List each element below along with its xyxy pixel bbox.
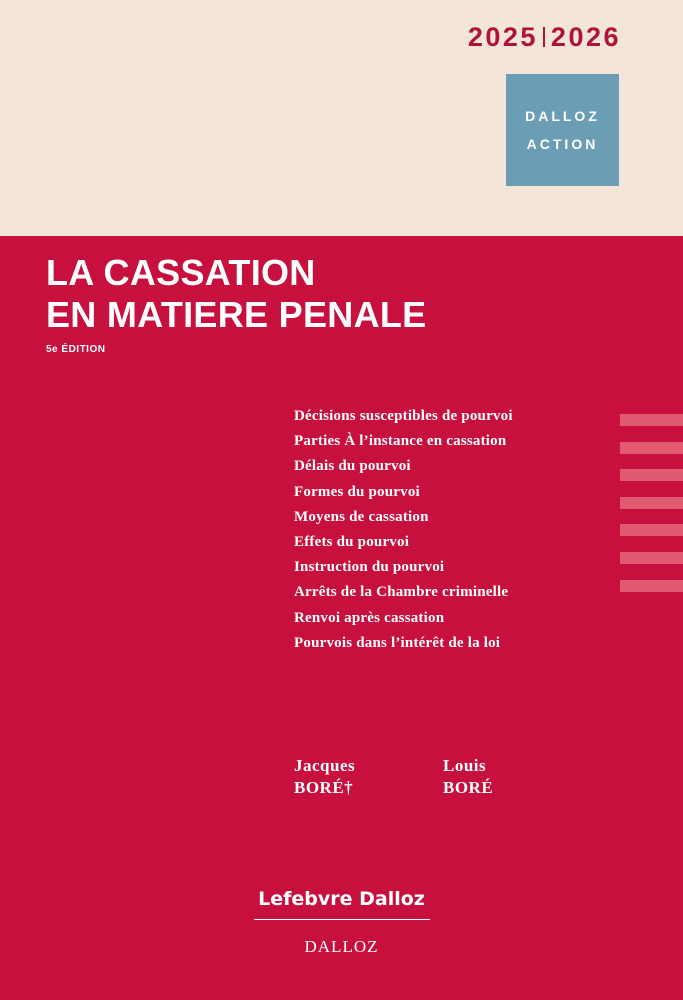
year-start: 2025 — [467, 22, 538, 52]
chapter-item: Moyens de cassation — [294, 508, 429, 525]
top-band — [0, 0, 683, 236]
author-last-name: BORÉ — [443, 778, 494, 797]
stripe — [620, 497, 683, 509]
imprint-logo: DALLOZ — [304, 937, 379, 956]
chapter-item: Pourvois dans l’intérêt de la loi — [294, 634, 501, 651]
author-first-name: Jacques — [294, 756, 356, 775]
edition-years — [468, 22, 621, 53]
stripe — [620, 414, 683, 426]
decorative-stripes — [620, 414, 683, 607]
collection-name-line1: DALLOZ — [525, 108, 600, 124]
stripe — [620, 524, 683, 536]
chapter-item: Instruction du pourvoi — [294, 559, 445, 576]
author-first-name: Louis — [443, 756, 487, 775]
edition-label: 5e ÉDITION — [46, 344, 106, 355]
stripe — [620, 580, 683, 592]
chapter-item: Parties À l’instance en cassation — [294, 433, 507, 450]
author-jacques-bore — [294, 755, 355, 799]
publisher-divider — [254, 919, 430, 920]
title-line1: LA CASSATION — [46, 252, 316, 293]
book-title — [46, 252, 426, 336]
chapter-item: Arrêts de la Chambre criminelle — [294, 584, 509, 601]
collection-name-line2: ACTION — [526, 136, 599, 152]
author-louis-bore — [443, 755, 493, 799]
stripe — [620, 442, 683, 454]
stripe — [620, 552, 683, 564]
title-line2: EN MATIERE PENALE — [46, 294, 427, 335]
chapter-list — [294, 404, 513, 656]
collection-badge — [506, 74, 619, 186]
chapter-item: Délais du pourvoi — [294, 458, 411, 475]
year-separator — [543, 27, 545, 47]
stripe — [620, 469, 683, 481]
chapter-item: Effets du pourvoi — [294, 534, 410, 551]
chapter-item: Renvoi après cassation — [294, 609, 445, 626]
publisher-logo: Lefebvre Dalloz — [258, 888, 425, 910]
chapter-item: Formes du pourvoi — [294, 483, 420, 500]
chapter-item: Décisions susceptibles de pourvoi — [294, 408, 513, 424]
author-last-name: BORÉ† — [294, 778, 354, 797]
year-end: 2026 — [550, 22, 621, 52]
